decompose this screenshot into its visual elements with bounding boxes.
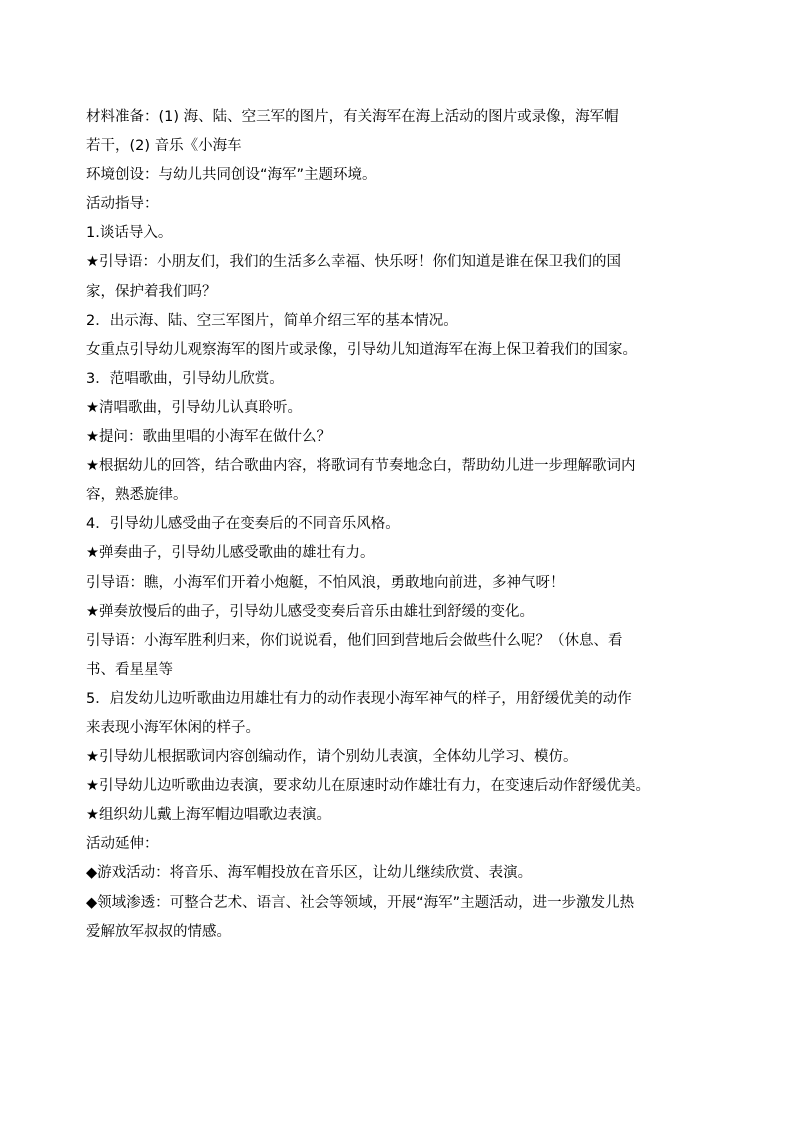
document-body [86,103,746,947]
step-2-heading: 2．出示海、陆、空三军图片，简单介绍三军的基本情况。 [86,312,458,329]
extension-line-1: ◆游戏活动：将音乐、海军帽投放在音乐区，让幼儿继续欣赏、表演。 [86,865,533,882]
step-4-line-1: ★弹奏曲子，引导幼儿感受歌曲的雄壮有力。 [86,545,375,562]
step-5-heading-2: 来表现小海军休闲的样子。 [86,719,260,736]
step-1-line-1: ★引导语：小朋友们，我们的生活多么幸福、快乐呀！你们知道是谁在保卫我们的国 [86,254,621,271]
step-3-line-2: ★提问：歌曲里唱的小海军在做什么？ [86,429,331,446]
materials-line-2: 若干，(2) 音乐《小海车 [86,138,242,155]
step-5-line-3: ★组织幼儿戴上海军帽边唱歌边表演。 [86,807,331,824]
step-1-line-2: 家，保护着我们吗？ [86,283,217,300]
step-4-heading: 4．引导幼儿感受曲子在变奏后的不同音乐风格。 [86,516,400,533]
extension-line-3: 爱解放军叔叔的情感。 [86,923,231,940]
step-5-line-1: ★引导幼儿根据歌词内容创编动作，请个别幼儿表演，全体幼儿学习、模仿。 [86,749,578,766]
extension-heading: 活动延伸： [86,836,159,853]
step-3-line-1: ★清唱歌曲，引导幼儿认真聆听。 [86,399,302,416]
step-3-line-3: ★根据幼儿的回答，结合歌曲内容，将歌词有节奏地念白，帮助幼儿进一步理解歌词内 [86,458,636,475]
activity-guide-heading: 活动指导： [86,196,159,213]
step-2-line-1: 女重点引导幼儿观察海军的图片或录像，引导幼儿知道海军在海上保卫着我们的国家。 [86,341,637,358]
step-4-line-5: 书、看星星等 [86,661,173,678]
step-4-line-4: 引导语：小海军胜利归来，你们说说看，他们回到营地后会做些什么呢？（休息、看 [86,632,623,649]
step-5-line-2: ★引导幼儿边听歌曲边表演，要求幼儿在原速时动作雄壮有力，在变速后动作舒缓优美。 [86,778,650,795]
materials-line-1: 材料准备：(1) 海、陆、空三军的图片，有关海军在海上活动的图片或录像，海军帽 [86,109,619,125]
step-1-heading: 1.谈话导入。 [86,225,173,242]
step-3-heading: 3．范唱歌曲，引导幼儿欣赏。 [86,370,284,387]
step-4-line-2: 引导语：瞧，小海军们开着小炮艇，不怕风浪，勇敢地向前进，多神气呀！ [86,574,565,591]
step-3-line-4: 容，熟悉旋律。 [86,487,188,504]
step-4-line-3: ★弹奏放慢后的曲子，引导幼儿感受变奏后音乐由雄壮到舒缓的变化。 [86,603,534,620]
step-5-heading-1: 5．启发幼儿边听歌曲边用雄壮有力的动作表现小海军神气的样子，用舒缓优美的动作 [86,690,632,707]
environment-line: 环境创设：与幼儿共同创设“海军”主题环境。 [86,167,377,184]
extension-line-2: ◆领域渗透：可整合艺术、语言、社会等领域，开展“海军”主题活动，进一步激发儿热 [86,894,635,911]
